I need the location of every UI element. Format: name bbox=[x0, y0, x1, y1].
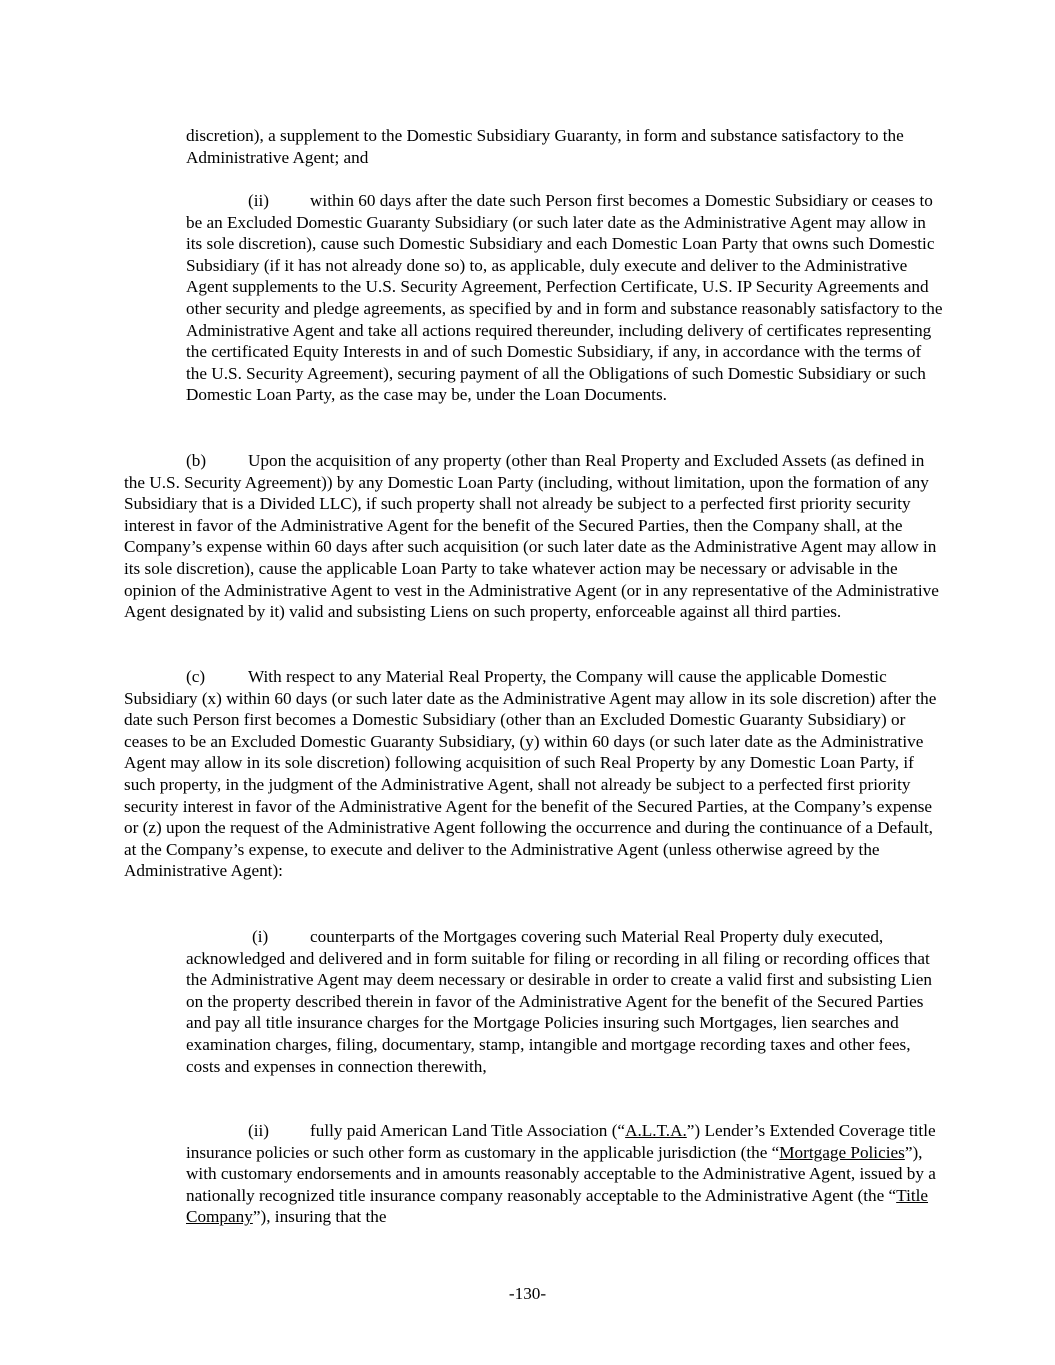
paragraph-a-ii bbox=[186, 190, 946, 406]
paragraph-c-i bbox=[186, 926, 946, 1077]
defined-term: Mortgage Policies bbox=[779, 1142, 905, 1162]
paragraph-text-segment: ”), with customary endorsements and in amounts reasonably acceptable to the Administrative Agent, issued by a nationally recognized title insurance company reasonably acceptable to the Administrative Agent (the “ bbox=[186, 1142, 936, 1205]
paragraph-text-segment: ”) Lender’s Extended Coverage title insurance policies or such other form as customary in the applicable jurisdiction (the “ bbox=[186, 1121, 936, 1162]
defined-term: Title Company bbox=[186, 1185, 929, 1227]
paragraph-c bbox=[124, 666, 946, 882]
enumeration-label: (b) bbox=[186, 451, 207, 470]
paragraph-text: counterparts of the Mortgages covering such Material Real Property duly executed, acknowledged and delivered and in form suitable for filing or recording in all filing or recording offices that the Administrative Agent may deem necessary or desirable in order to create a valid first and subsisting Lien on the property described therein in favor of the Administrative Agent for the benefit of the Secured Parties and pay all title insurance charges for the Mortgage Policies insuring such Mortgages, lien searches and examination charges, filing, documentary, stamp, intangible and mortgage recording taxes and other fees, costs and expenses in connection therewith, bbox=[186, 927, 933, 1076]
paragraph-text-segment: ”), insuring that the bbox=[252, 1207, 387, 1227]
paragraph-text: Upon the acquisition of any property (other than Real Property and Excluded Assets (as defined in the U.S. Security Agreement)) by any Domestic Loan Party (including, without limitation, upon the formation of any Subsidiary that is a Divided LLC), if such property shall not already be subject to a perfected first priority security interest in favor of the Administrative Agent for the benefit of the Secured Parties, then the Company shall, at the Company’s expense within 60 days after such acquisition (or such later date as the Administrative Agent may allow in its sole discretion), cause the applicable Loan Party to take whatever action may be necessary or advisable in the opinion of the Administrative Agent to vest in the Administrative Agent (or in any representative of the Administrative Agent designated by it) valid and subsisting Liens on such property, enforceable against all third parties. bbox=[124, 451, 939, 622]
paragraph-c-ii bbox=[186, 1120, 946, 1228]
paragraph-text-segment: fully paid American Land Title Association (“ bbox=[310, 1121, 626, 1140]
defined-term: A.L.T.A. bbox=[625, 1121, 687, 1140]
paragraph-continuation bbox=[186, 125, 946, 168]
paragraph-b bbox=[124, 450, 946, 623]
paragraph-text: With respect to any Material Real Property, the Company will cause the applicable Domestic Subsidiary (x) within 60 days (or such later date as the Administrative Agent may allow in its sole discretion) after the date such Person first becomes a Domestic Subsidiary (other than an Excluded Domestic Guaranty Subsidiary) or ceases to be an Excluded Domestic Guaranty Subsidiary, (y) within 60 days (or such later date as the Administrative Agent may allow in its sole discretion) following acquisition of such Real Property by any Domestic Loan Party, if such property, in the judgment of the Administrative Agent, shall not already be subject to a perfected first priority security interest in favor of the Administrative Agent for the benefit of the Secured Parties, at the Company’s expense or (z) upon the request of the Administrative Agent following the occurrence and during the continuance of a Default, at the Company’s expense, to execute and deliver to the Administrative Agent (unless otherwise agreed by the Administrative Agent): bbox=[124, 667, 937, 881]
enumeration-label: (ii) bbox=[248, 191, 269, 210]
page-number: -130- bbox=[508, 1284, 547, 1303]
enumeration-label: (ii) bbox=[248, 1121, 269, 1140]
paragraph-text: discretion), a supplement to the Domestic Subsidiary Guaranty, in form and substance satisfactory to the Administrative Agent; and bbox=[186, 126, 904, 167]
paragraph-text: within 60 days after the date such Person first becomes a Domestic Subsidiary or ceases to be an Excluded Domestic Guaranty Subsidiary (or such later date as the Administrative Agent may allow in its sole discretion), cause such Domestic Subsidiary and each Domestic Loan Party that owns such Domestic Subsidiary (if it has not already done so) to, as applicable, duly execute and deliver to the Administrative Agent supplements to the U.S. Security Agreement, Perfection Certificate, U.S. IP Security Agreements and other security and pledge agreements, as specified by and in form and substance reasonably satisfactory to the Administrative Agent and take all actions required thereunder, including delivery of certificates representing the certificated Equity Interests in and of such Domestic Subsidiary, if any, in accordance with the terms of the U.S. Security Agreement), securing payment of all the Obligations of such Domestic Subsidiary or such Domestic Loan Party, as the case may be, under the Loan Documents. bbox=[186, 191, 943, 405]
enumeration-label: (c) bbox=[186, 667, 206, 686]
enumeration-label: (i) bbox=[252, 927, 269, 946]
